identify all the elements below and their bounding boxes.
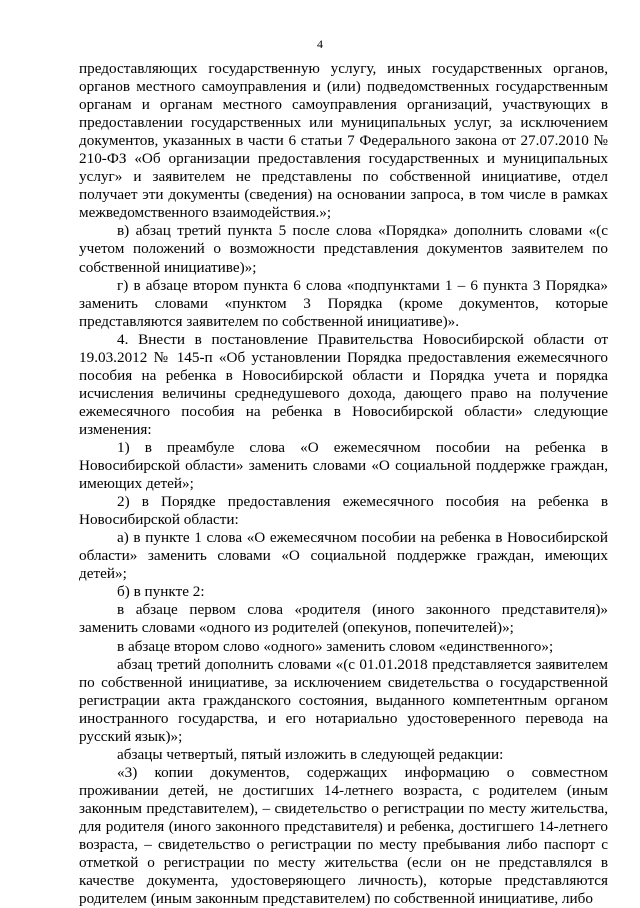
paragraph-item-a: а) в пункте 1 слова «О ежемесячном пособии на ребенка в Новосибирской области» заменить словами «О социальной поддержке граждан, имеющих детей»; <box>79 529 608 583</box>
paragraph-abzac-second: в абзаце втором слово «одного» заменить словом «единственного»; <box>117 637 554 655</box>
paragraph-item-1: 1) в преамбуле слова «О ежемесячном пособии на ребенка в Новосибирской области» заменить словами «О социальной поддержке граждан, имеющих детей»; <box>79 438 608 493</box>
paragraph-abzac-fourth-fifth: абзацы четвертый, пятый изложить в следующей редакции: <box>117 745 504 763</box>
paragraph-item-2: 2) в Порядке предоставления ежемесячного пособия на ребенка в Новосибирской области: <box>79 493 608 529</box>
paragraph-item-b: б) в пункте 2: <box>117 583 205 601</box>
paragraph-item-v: в) абзац третий пункта 5 после слова «Порядка» дополнить словами «(с учетом положений о возможности представления документов заявителем по собственной инициативе)»; <box>79 222 608 276</box>
paragraph-section-4: 4. Внести в постановление Правительства Новосибирской области от 19.03.2012 № 145-п «Об установлении Порядка предоставления ежемесячного пособия на ребенка в Новосибирской области и Порядка учета и порядка исчисления величины среднедушевого дохода, дающего право на получение ежемесячного пособия на ребенка в Новосибирской области» следующие изменения: <box>79 330 608 438</box>
paragraph-abzac-first: в абзаце первом слова «родителя (иного законного представителя)» заменить словами «одного из родителей (опекунов, попечителей)»; <box>79 601 608 637</box>
paragraph-item-g: г) в абзаце втором пункта 6 слова «подпунктами 1 – 6 пункта 3 Порядка» заменить словами «пунктом 3 Порядка (кроме документов, которые представляются заявителем по собственной инициативе)». <box>79 276 608 330</box>
page-number: 4 <box>317 37 323 51</box>
document-body <box>79 60 608 908</box>
paragraph-quoted-item-3: «3) копии документов, содержащих информацию о совместном проживании детей, не достигших 14-летнего возраста, с родителем (иным законным представителем), – свидетельство о регистрации по месту жительства, для родителя (иного законного представителя) и ребенка, достигшего 14-летнего возраста, – свидетельство о регистрации по месту пребывания либо паспорт с отметкой о регистрации по месту жительства (если он не представлялся в качестве документа, удостоверяющего личность), которые представляются родителем (иным законным представителем) по собственной инициативе, либо <box>79 763 608 908</box>
paragraph-continuation: предоставляющих государственную услугу, иных государственных органов, органов местного самоуправления и (или) подведомственных государственным органам и органам местного самоуправления организаций, участвующих в предоставлении государственных или муниципальных услуг, за исключением документов, указанных в части 6 статьи 7 Федерального закона от 27.07.2010 № 210-ФЗ «Об организации предоставления государственных и муниципальных услуг» и заявителем не представлены по собственной инициативе, отдел получает эти документы (сведения) на основании запроса, в том числе в рамках межведомственного взаимодействия.»; <box>79 60 608 222</box>
paragraph-abzac-third: абзац третий дополнить словами «(с 01.01.2018 представляется заявителем по собственной инициативе, за исключением свидетельства о государственной регистрации акта гражданского состояния, выданного компетентным органом иностранного государства, и его нотариально удостоверенного перевода на русский язык)»; <box>79 655 608 745</box>
